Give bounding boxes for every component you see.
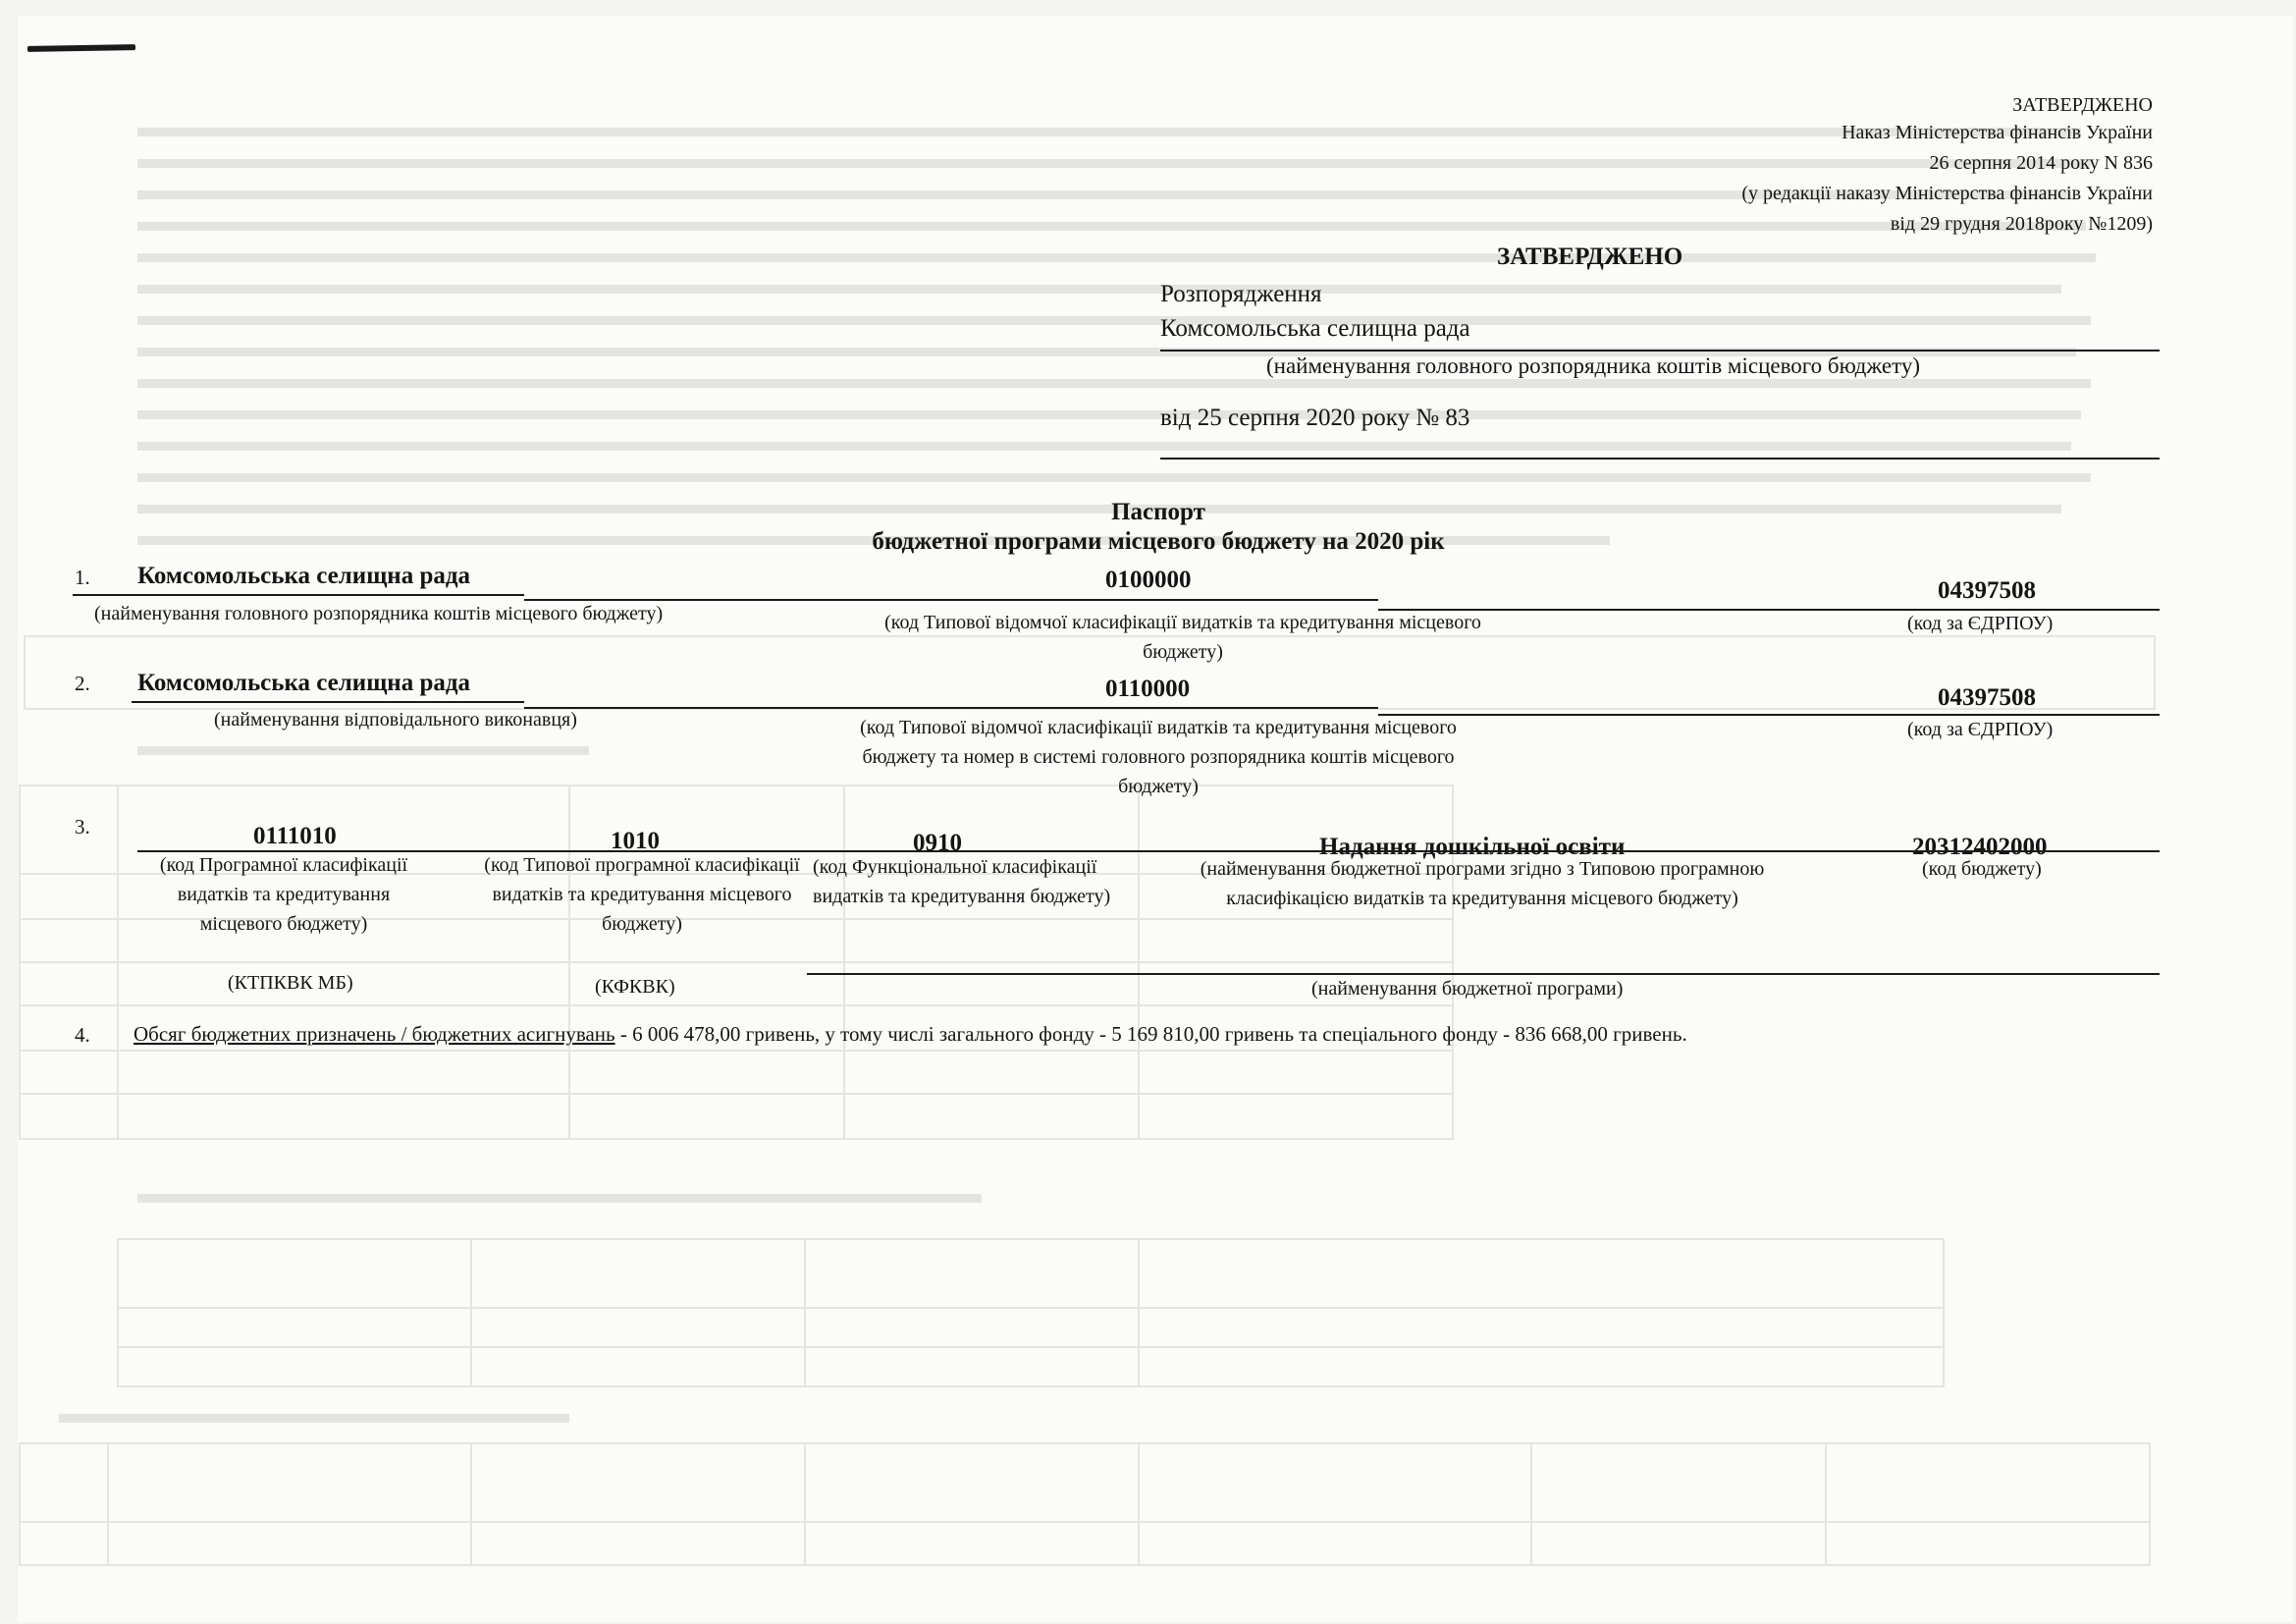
order-date-line: від 25 серпня 2020 року № 83 xyxy=(1160,405,1470,431)
section-2-edrpou: 04397508 xyxy=(1938,684,2036,711)
section-1-edrpou-caption: (код за ЄДРПОУ) xyxy=(1907,613,2054,634)
section-3-kpkvk-abbr: (КТПКВК МБ) xyxy=(228,972,353,994)
order-date-rule xyxy=(1160,458,2160,460)
section-2-name: Комсомольська селищна рада xyxy=(137,670,471,696)
section-2-code-caption: (код Типової відомчої класифікації видатків та кредитування місцевого бюджету та номер в системі головного розпорядника коштів місцевого бюджету) xyxy=(860,717,1457,797)
section-2-edrpou-rule xyxy=(1378,714,2160,716)
section-2-name-caption: (найменування відповідального виконавця) xyxy=(214,709,577,731)
order-authority-caption: (найменування головного розпорядника коштів місцевого бюджету) xyxy=(1266,353,1921,378)
section-3-fkvk: 0910 xyxy=(913,830,962,856)
section-3-budget-code: 20312402000 xyxy=(1912,834,2048,860)
passport-subtitle: бюджетної програми місцевого бюджету на 2020 рік xyxy=(872,528,1445,555)
section-3-program-name: Надання дошкільної освіти xyxy=(1319,834,1626,860)
section-2-code-rule xyxy=(524,707,1378,709)
section-3-program-caption-2: (найменування бюджетної програми) xyxy=(1311,978,1624,1000)
section-1-code-rule xyxy=(524,599,1378,601)
section-3-fkvk-caption: (код Функціональної класифікації видатків та кредитування бюджету) xyxy=(813,856,1111,907)
section-1-name-caption: (найменування головного розпорядника коштів місцевого бюджету) xyxy=(94,603,664,624)
order-authority: Комсомольська селищна рада xyxy=(1160,315,1470,342)
section-4-text xyxy=(133,1022,1687,1047)
section-3-rule xyxy=(137,850,2160,852)
section-1-code-caption: (код Типової відомчої класифікації видатків та кредитування місцевого бюджету) xyxy=(884,612,1481,663)
section-3-number: 3. xyxy=(75,815,90,839)
section-1-code: 0100000 xyxy=(1105,567,1192,593)
approval-line-2: 26 серпня 2014 року N 836 xyxy=(1929,152,2153,174)
section-3-tpkvk: 1010 xyxy=(611,828,660,854)
section-4-number: 4. xyxy=(75,1023,90,1047)
document-page xyxy=(18,16,2293,1622)
section-4-lead: Обсяг бюджетних призначень / бюджетних асигнувань xyxy=(133,1022,615,1046)
section-1-number: 1. xyxy=(75,566,90,589)
section-4-amounts: - 6 006 478,00 гривень, у тому числі загального фонду - 5 169 810,00 гривень та спеціального фонду - 836 668,00 гривень. xyxy=(614,1022,1687,1046)
order-approved-title: ЗАТВЕРДЖЕНО xyxy=(1497,244,1683,270)
approval-line-3: (у редакції наказу Міністерства фінансів України xyxy=(1741,183,2153,204)
section-2-name-rule xyxy=(132,701,524,703)
section-3-budget-code-caption: (код бюджету) xyxy=(1922,858,2042,880)
section-3-program-caption: (найменування бюджетної програми згідно з Типовою програмною класифікацією видатків та кредитування місцевого бюджету) xyxy=(1200,858,1765,909)
section-3-kpkvk: 0111010 xyxy=(253,823,337,849)
section-1-name-rule xyxy=(73,594,524,596)
section-2-code: 0110000 xyxy=(1105,676,1191,702)
section-3-kpkvk-caption: (код Програмної класифікації видатків та кредитування місцевого бюджету) xyxy=(159,854,408,935)
passport-title: Паспорт xyxy=(1111,499,1205,525)
order-kind: Розпорядження xyxy=(1160,281,1322,307)
approval-line-1: Наказ Міністерства фінансів України xyxy=(1842,122,2153,143)
section-3-program-rule xyxy=(807,973,2160,975)
section-1-edrpou: 04397508 xyxy=(1938,577,2036,604)
section-2-number: 2. xyxy=(75,672,90,695)
section-3-tpkvk-caption: (код Типової програмної класифікації видатків та кредитування місцевого бюджету) xyxy=(484,854,800,935)
section-3-tpkvk-abbr: (КФКВК) xyxy=(595,976,675,998)
approval-line-4: від 29 грудня 2018року №1209) xyxy=(1890,213,2153,235)
section-2-edrpou-caption: (код за ЄДРПОУ) xyxy=(1907,719,2054,740)
section-1-name: Комсомольська селищна рада xyxy=(137,563,471,589)
approval-title: ЗАТВЕРДЖЕНО xyxy=(2012,94,2153,116)
order-authority-rule xyxy=(1160,350,2160,352)
